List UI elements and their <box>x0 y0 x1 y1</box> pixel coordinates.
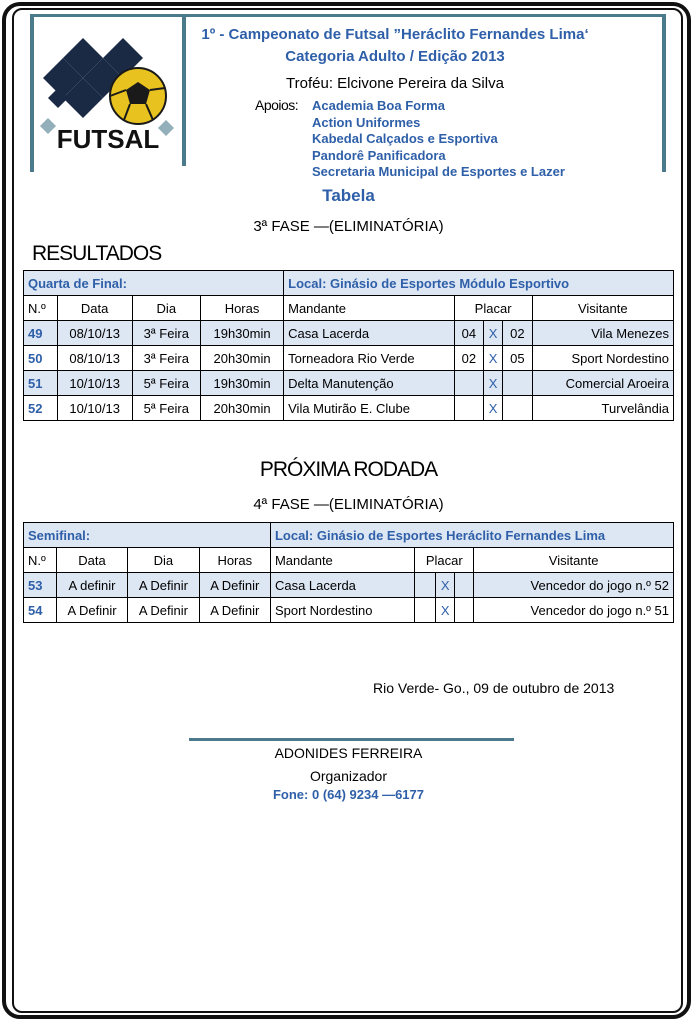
table-header-row <box>24 296 674 321</box>
sponsor-item: Kabedal Calçados e Esportiva <box>312 131 498 146</box>
game-day: 5ª Feira <box>132 396 200 421</box>
col-header: Horas <box>200 296 283 321</box>
versus-mark: X <box>484 321 503 346</box>
place-date: Rio Verde- Go., 09 de outubro de 2013 <box>373 680 615 696</box>
game-number: 49 <box>24 321 58 346</box>
game-time: A Definir <box>199 598 270 623</box>
table-row <box>24 598 674 623</box>
home-team: Vila Mutirão E. Clube <box>284 396 454 421</box>
table-row <box>24 396 674 421</box>
quarterfinal-table <box>23 270 674 421</box>
away-score: 05 <box>503 346 533 371</box>
stage-label: Quarta de Final: <box>24 271 284 296</box>
game-day: 5ª Feira <box>132 371 200 396</box>
game-date: 08/10/13 <box>57 321 132 346</box>
away-team: Vencedor do jogo n.º 52 <box>474 573 674 598</box>
header-right-rule <box>662 14 666 172</box>
stage-bar <box>24 523 674 548</box>
home-score <box>454 396 484 421</box>
sponsors-list <box>312 98 565 181</box>
table-header-row <box>24 548 674 573</box>
col-header: Visitante <box>474 548 674 573</box>
versus-mark: X <box>436 598 455 623</box>
home-score <box>415 573 436 598</box>
game-day: 3ª Feira <box>132 346 200 371</box>
home-score <box>454 371 484 396</box>
versus-mark: X <box>484 371 503 396</box>
away-team: Turvelândia <box>532 396 673 421</box>
game-date: 10/10/13 <box>57 396 132 421</box>
away-score <box>503 371 533 396</box>
col-header: Dia <box>132 296 200 321</box>
game-date: A Definir <box>56 598 127 623</box>
organizer-role: Organizador <box>309 768 388 784</box>
results-heading: RESULTADOS <box>32 242 162 265</box>
home-score <box>415 598 436 623</box>
away-score <box>455 598 474 623</box>
game-number: 50 <box>24 346 58 371</box>
home-score: 02 <box>454 346 484 371</box>
versus-mark: X <box>436 573 455 598</box>
venue-label: Local: Ginásio de Esportes Módulo Esportivo <box>284 271 674 296</box>
phase-3-title: 3ª FASE —(ELIMINATÓRIA) <box>253 218 444 235</box>
col-header: Placar <box>454 296 532 321</box>
header-left-rule <box>30 14 34 172</box>
col-header: Mandante <box>284 296 454 321</box>
away-team: Vencedor do jogo n.º 51 <box>474 598 674 623</box>
game-time: 19h30min <box>200 321 283 346</box>
table-row <box>24 371 674 396</box>
col-header: Placar <box>415 548 474 573</box>
game-number: 53 <box>24 573 57 598</box>
game-day: A Definir <box>128 598 199 623</box>
col-header: N.º <box>24 296 58 321</box>
game-date: 08/10/13 <box>57 346 132 371</box>
game-number: 52 <box>24 396 58 421</box>
header-top-rule <box>30 14 666 17</box>
stage-label: Semifinal: <box>24 523 271 548</box>
trophy-line: Troféu: Elcivone Pereira da Silva <box>286 75 504 92</box>
phase-4-title: 4ª FASE —(ELIMINATÓRIA) <box>253 496 444 513</box>
game-number: 51 <box>24 371 58 396</box>
away-team: Vila Menezes <box>532 321 673 346</box>
home-score: 04 <box>454 321 484 346</box>
col-header: Visitante <box>532 296 673 321</box>
table-row <box>24 321 674 346</box>
game-time: 20h30min <box>200 346 283 371</box>
table-heading: Tabela <box>322 186 375 205</box>
game-time: 19h30min <box>200 371 283 396</box>
game-date: 10/10/13 <box>57 371 132 396</box>
col-header: Mandante <box>270 548 414 573</box>
semifinal-table <box>23 522 674 623</box>
game-day: 3ª Feira <box>132 321 200 346</box>
away-score <box>503 396 533 421</box>
futsal-logo-icon <box>38 38 178 158</box>
home-team: Casa Lacerda <box>284 321 454 346</box>
sponsor-item: Action Uniformes <box>312 114 421 130</box>
game-time: 20h30min <box>200 396 283 421</box>
away-score: 02 <box>503 321 533 346</box>
home-team: Sport Nordestino <box>270 598 414 623</box>
col-header: Horas <box>199 548 270 573</box>
next-round-heading: PRÓXIMA RODADA <box>259 458 438 481</box>
sponsor-item: Pandorê Panificadora <box>312 147 446 163</box>
logo-text: FUTSAL <box>56 124 160 154</box>
game-day: A Definir <box>128 573 199 598</box>
away-team: Sport Nordestino <box>532 346 673 371</box>
table-row <box>24 573 674 598</box>
signature-line <box>189 738 514 741</box>
table-row <box>24 346 674 371</box>
sponsor-item: Academia Boa Forma <box>312 98 445 113</box>
game-date: A definir <box>56 573 127 598</box>
col-header: Data <box>56 548 127 573</box>
col-header: N.º <box>24 548 57 573</box>
organizer-name: ADONIDES FERREIRA <box>274 745 423 761</box>
away-score <box>455 573 474 598</box>
home-team: Delta Manutenção <box>284 371 454 396</box>
away-team: Comercial Aroeira <box>532 371 673 396</box>
game-number: 54 <box>24 598 57 623</box>
stage-bar <box>24 271 674 296</box>
organizer-phone: Fone: 0 (64) 9234 —6177 <box>272 787 425 802</box>
sponsors-label: Apoios: <box>255 97 299 113</box>
col-header: Dia <box>128 548 199 573</box>
game-time: A Definir <box>199 573 270 598</box>
venue-label: Local: Ginásio de Esportes Heráclito Fernandes Lima <box>270 523 673 548</box>
championship-title: 1º - Campeonato de Futsal ”Heráclito Fernandes Lima‘ <box>201 26 589 43</box>
category-title: Categoria Adulto / Edição 2013 <box>285 48 505 65</box>
col-header: Data <box>57 296 132 321</box>
home-team: Casa Lacerda <box>270 573 414 598</box>
versus-mark: X <box>484 346 503 371</box>
versus-mark: X <box>484 396 503 421</box>
sponsor-item: Secretaria Municipal de Esportes e Lazer <box>312 164 565 179</box>
home-team: Torneadora Rio Verde <box>284 346 454 371</box>
